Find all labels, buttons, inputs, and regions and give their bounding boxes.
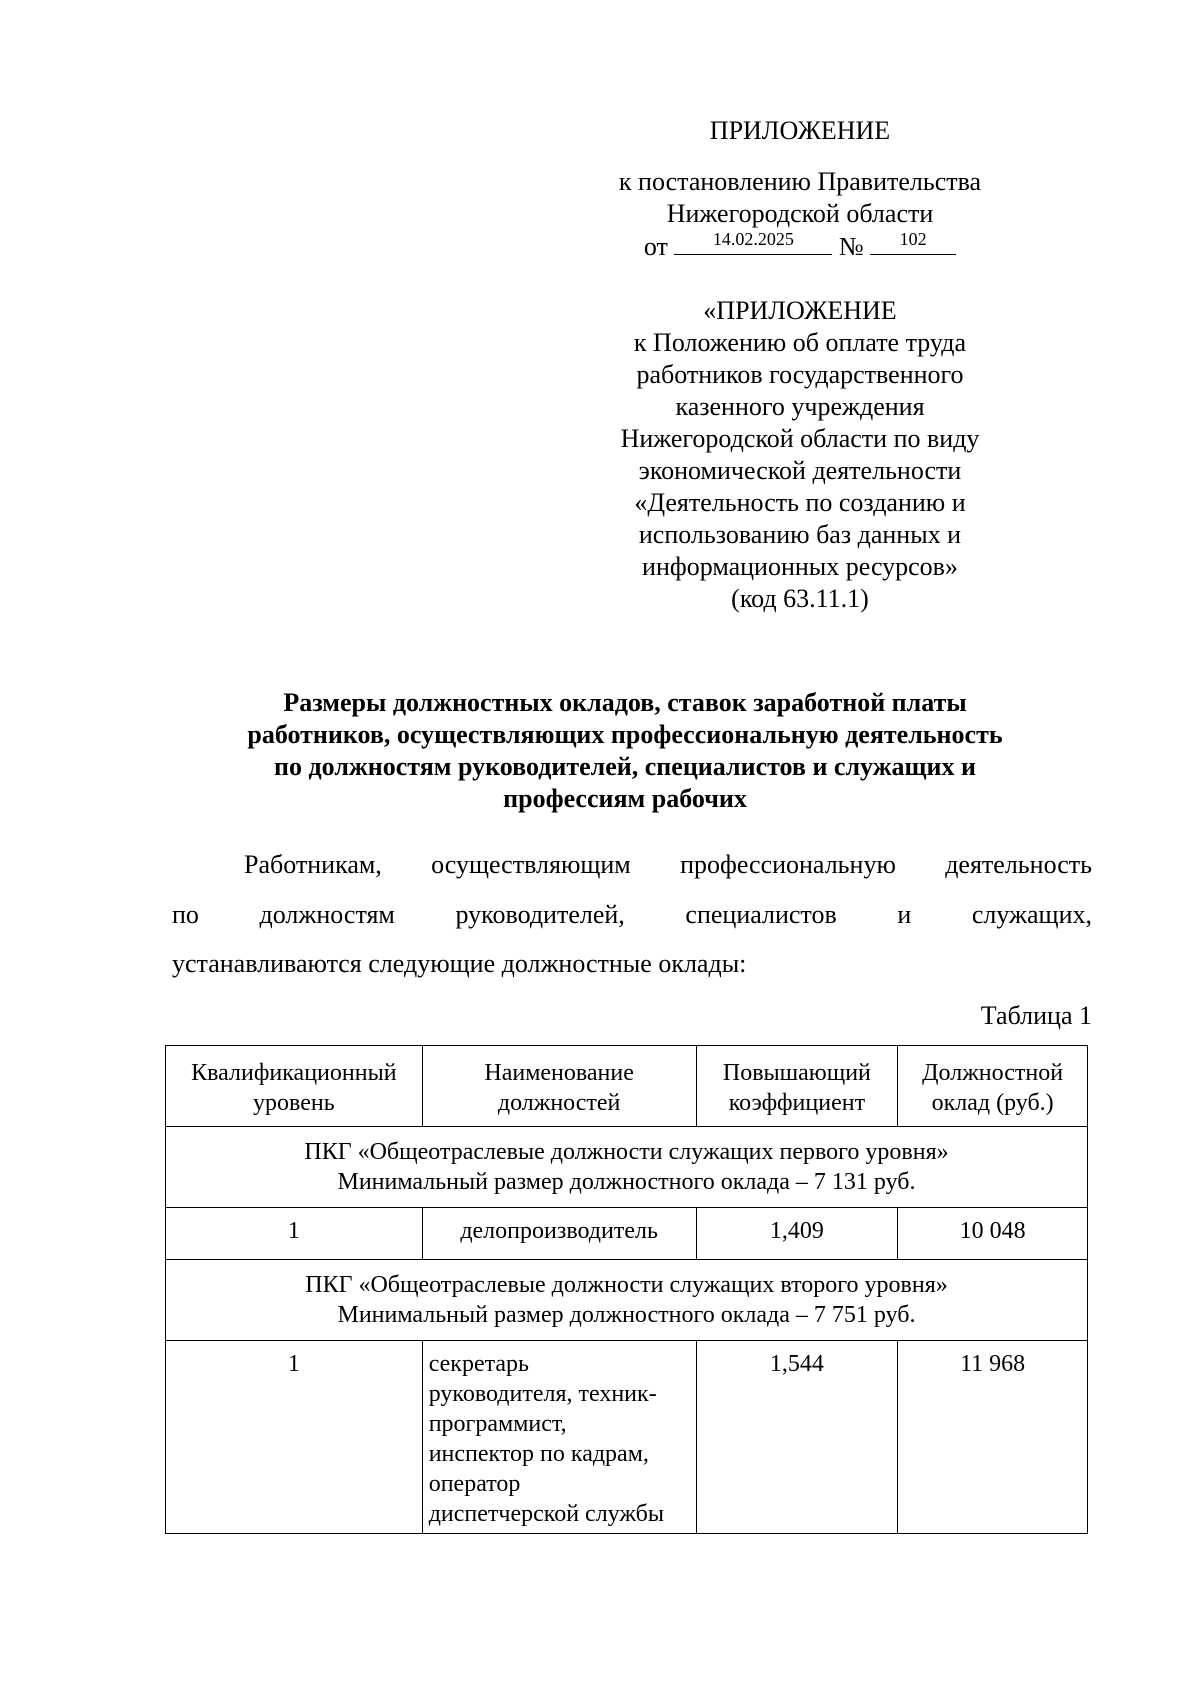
cell-level: 1 bbox=[166, 1208, 423, 1260]
resolution-line-1: к постановлению Правительства bbox=[618, 167, 982, 196]
paragraph-word: деятельность bbox=[945, 850, 1092, 879]
group-min-salary: Минимальный размер должностного оклада – 7 131 руб. bbox=[337, 1169, 916, 1195]
cell-level: 1 bbox=[166, 1341, 423, 1534]
appendix-header bbox=[585, 115, 1015, 147]
cell-salary: 11 968 bbox=[898, 1341, 1088, 1534]
title-line: по должностям руководителей, специалистов и служащих и bbox=[274, 752, 976, 781]
date-value: 14.02.2025 bbox=[712, 229, 794, 249]
resolution-line-2: Нижегородской области bbox=[666, 199, 934, 228]
group-row bbox=[166, 1127, 1088, 1208]
paragraph-word: Работникам, bbox=[244, 850, 382, 879]
paragraph-line-2 bbox=[172, 900, 1092, 930]
number-label: № bbox=[838, 232, 864, 261]
paragraph-word: должностям bbox=[259, 900, 395, 929]
sub-appendix-line: использованию баз данных и bbox=[638, 520, 962, 549]
paragraph-word: специалистов bbox=[685, 900, 837, 929]
cell-position-name: секретарь руководителя, техник- программист, инспектор по кадрам, оператор диспетчерской службы bbox=[422, 1341, 696, 1534]
cell-coefficient: 1,409 bbox=[696, 1208, 898, 1260]
sub-appendix-line: (код 63.11.1) bbox=[731, 584, 869, 613]
sub-appendix-line: информационных ресурсов» bbox=[642, 552, 958, 581]
paragraph-line-1 bbox=[244, 850, 1092, 880]
header-salary: Должностной оклад (руб.) bbox=[898, 1046, 1088, 1127]
date-field bbox=[674, 230, 832, 255]
title-line: Размеры должностных окладов, ставок заработной платы bbox=[283, 688, 967, 717]
header-name: Наименование должностей bbox=[422, 1046, 696, 1127]
table-row bbox=[166, 1341, 1088, 1534]
title-line: работников, осуществляющих профессиональную деятельность bbox=[247, 720, 1003, 749]
group-title: ПКГ «Общеотраслевые должности служащих первого уровня» bbox=[304, 1139, 949, 1165]
cell-coefficient: 1,544 bbox=[696, 1341, 898, 1534]
paragraph-word: осуществляющим bbox=[431, 850, 631, 879]
group-header-1 bbox=[166, 1127, 1088, 1208]
cell-position-name: делопроизводитель bbox=[422, 1208, 696, 1260]
sub-appendix bbox=[585, 295, 1015, 615]
header-coefficient: Повышающий коэффициент bbox=[696, 1046, 898, 1127]
document-title bbox=[160, 687, 1090, 815]
title-line: профессиям рабочих bbox=[503, 784, 747, 813]
sub-appendix-line: казенного учреждения bbox=[675, 392, 925, 421]
paragraph-word: руководителей, bbox=[455, 900, 625, 929]
sub-appendix-line: экономической деятельности bbox=[638, 456, 962, 485]
number-value: 102 bbox=[899, 229, 927, 249]
sub-appendix-line: Нижегородской области по виду bbox=[620, 424, 980, 453]
table-caption: Таблица 1 bbox=[980, 1001, 1092, 1030]
cell-salary: 10 048 bbox=[898, 1208, 1088, 1260]
paragraph-word: профессиональную bbox=[680, 850, 896, 879]
table-row bbox=[166, 1208, 1088, 1260]
group-min-salary: Минимальный размер должностного оклада – 7 751 руб. bbox=[337, 1302, 916, 1328]
appendix-title: ПРИЛОЖЕНИЕ bbox=[709, 116, 891, 145]
from-label: от bbox=[643, 232, 668, 261]
group-row bbox=[166, 1260, 1088, 1341]
paragraph-word: и bbox=[897, 900, 912, 929]
paragraph-line-3: устанавливаются следующие должностные оклады: bbox=[172, 949, 747, 978]
sub-appendix-line: «Деятельность по созданию и bbox=[634, 488, 966, 517]
table-header-row bbox=[166, 1046, 1088, 1127]
group-title: ПКГ «Общеотраслевые должности служащих второго уровня» bbox=[305, 1272, 948, 1298]
sub-appendix-line: «ПРИЛОЖЕНИЕ bbox=[703, 296, 897, 325]
date-number-line bbox=[585, 230, 1015, 263]
sub-appendix-line: к Положению об оплате труда bbox=[633, 328, 967, 357]
header-level: Квалификационный уровень bbox=[166, 1046, 423, 1127]
paragraph-word: служащих, bbox=[971, 900, 1092, 929]
paragraph-word: по bbox=[172, 900, 199, 929]
resolution-reference bbox=[585, 166, 1015, 263]
group-header-2 bbox=[166, 1260, 1088, 1341]
sub-appendix-line: работников государственного bbox=[636, 360, 964, 389]
number-field bbox=[870, 230, 956, 255]
salary-table bbox=[165, 1045, 1088, 1534]
